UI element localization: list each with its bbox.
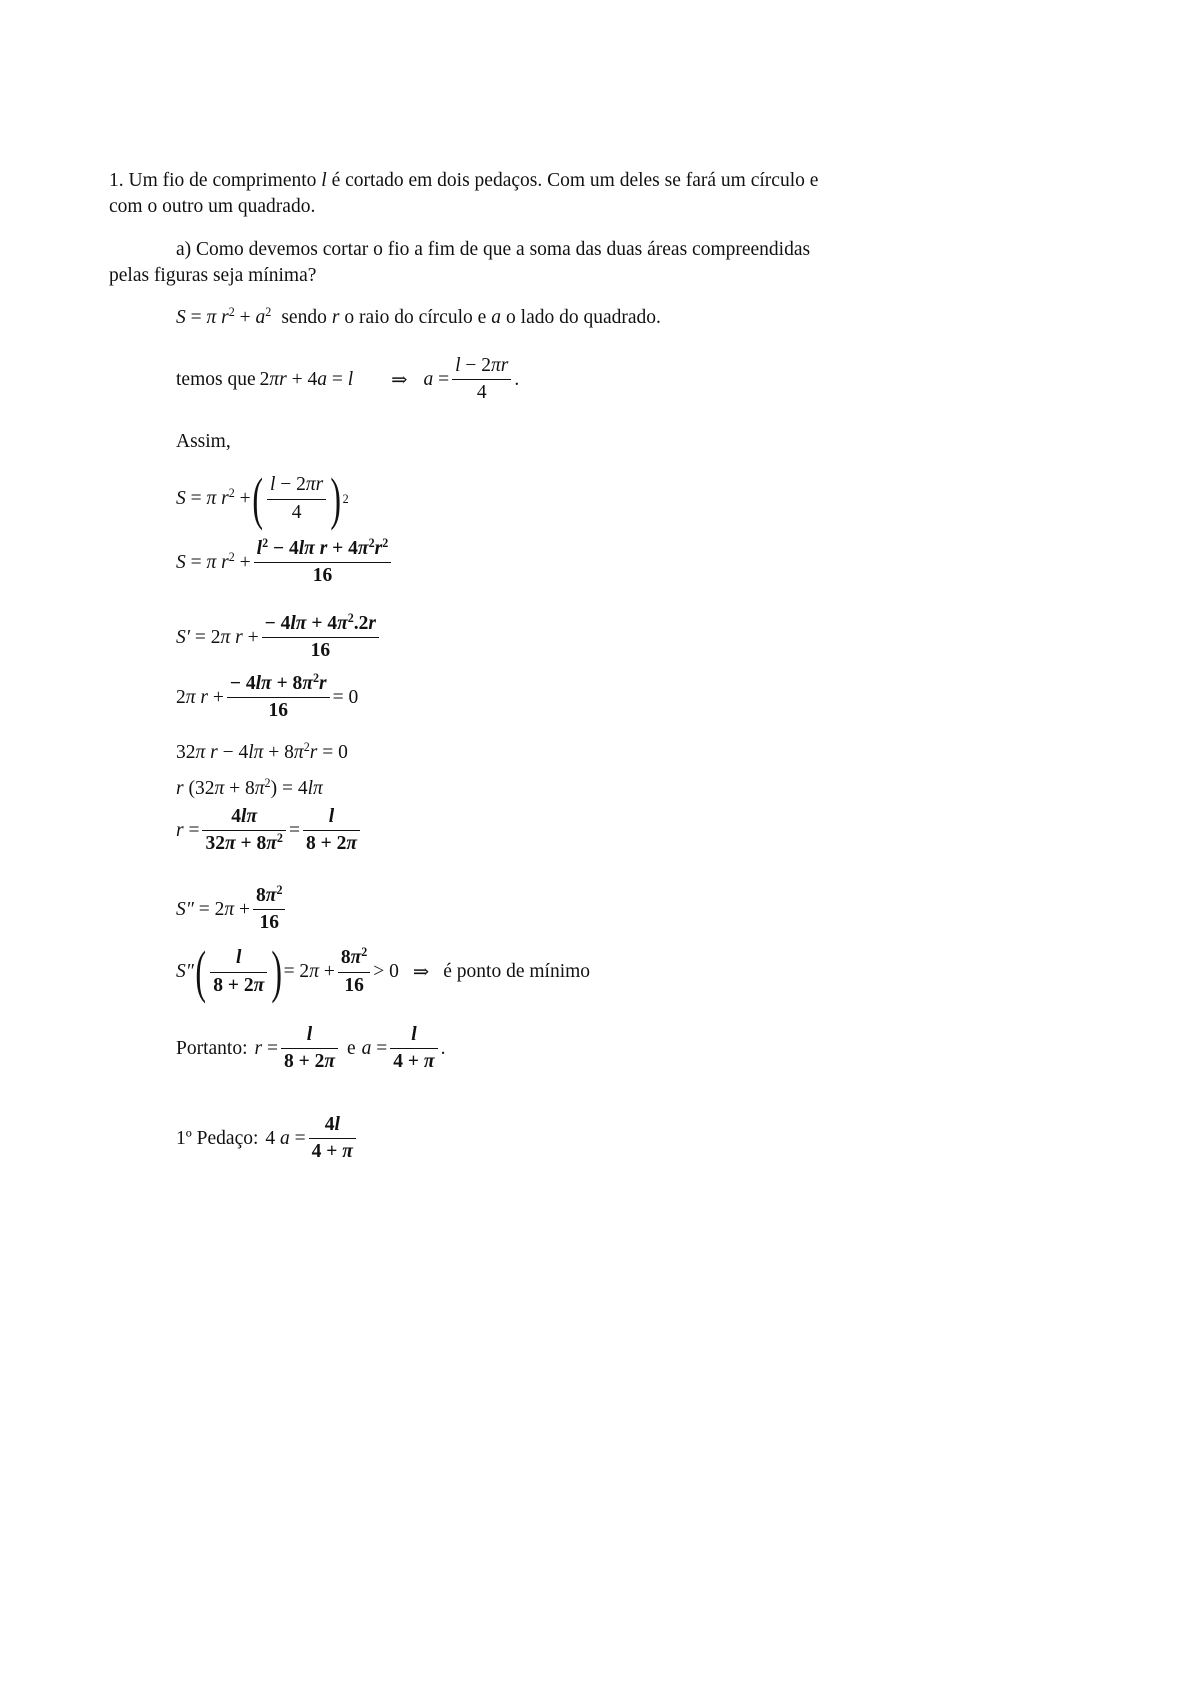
problem-line-1	[109, 171, 818, 191]
problem-line-2: com o outro um quadrado.	[109, 196, 316, 217]
area-text: sendo	[281, 307, 327, 328]
formula-area: S = π $r^2 + a^2$	[176, 304, 272, 328]
equation-derivative-zero: 2π r + $\frac{- 4l\pi + 8\pi^2r}{16}$ = 0	[176, 670, 359, 722]
first-piece: 1º Pedaço: 4 a = $\frac{4l}{4 + \pi}$	[176, 1115, 359, 1163]
formula-perimeter: 2πr + 4a = l	[259, 368, 354, 390]
equation-s-substituted: S = π $r^2$ + ( $\frac{l - 2\pi r}{4}$ ) 2	[176, 466, 349, 531]
equation-multiplied: 32π $r - 4l\pi + 8\pi^2r = 0$	[176, 739, 348, 763]
equation-s-expanded: S = π $r^2$ + $\frac{l^2 - 4l\pi r + 4\pi^2r^2}{16}$	[176, 539, 394, 587]
implies-symbol: ⇒	[391, 369, 408, 391]
temos-que-text: temos que	[176, 368, 256, 390]
portanto-label: Portanto:	[176, 1037, 248, 1059]
problem-variable-l: l	[321, 170, 327, 191]
variable-r: r	[331, 307, 340, 328]
problem-text: Um fio de comprimento	[128, 170, 317, 191]
conclusion: Portanto: r = $\frac{l}{8 + 2\pi}$ e a = $\frac{l}{4 + \pi}$ .	[176, 1024, 446, 1073]
problem-number: 1.	[109, 170, 124, 191]
minimum-text: é ponto de mínimo	[443, 961, 591, 982]
perimeter-equation: temos que 2πr + 4a = l ⇒ a = $\frac{l - 2\pi r}{4}$ .	[176, 355, 520, 404]
assim-text: Assim,	[176, 431, 231, 452]
area-text: o raio do círculo e	[344, 307, 487, 328]
area-text: o lado do quadrado.	[506, 307, 661, 328]
equation-factored: r $(32\pi + 8\pi^2) = 4l\pi$	[176, 775, 323, 799]
conjunction-e: e	[347, 1037, 356, 1059]
equation-second-derivative: S″ = 2π + $\frac{8\pi^2}{16}$	[176, 886, 288, 934]
equation-r-solution: r = $\frac{4l\pi}{32\pi + 8\pi^2}$ = $\frac{l}{8 + 2\pi}$	[176, 807, 363, 855]
pedaco-label: 1º Pedaço:	[176, 1127, 259, 1149]
variable-a: a	[491, 307, 502, 328]
part-a-line-2: pelas figuras seja mínima?	[109, 265, 317, 286]
fraction-a: $\frac{l - 2\pi r}{4}$	[452, 356, 511, 404]
part-a-line-1: a) Como devemos cortar o fio a fim de que a soma das duas áreas compreendidas	[176, 239, 811, 260]
formula-a: a =	[423, 368, 450, 390]
problem-text: é cortado em dois pedaços. Com um deles se fará um círculo e	[331, 170, 819, 191]
area-definition	[176, 304, 661, 329]
equation-minimum-test: S″ ( $\frac{l}{8 + 2\pi}$ ) = 2π + $\frac{8\pi^2}{16}$ > 0 ⇒ é ponto de mínimo	[176, 939, 591, 1004]
equation-first-derivative: S′ = 2π r + $\frac{- 4l\pi + 4\pi^2.2r}{16}$	[176, 614, 382, 662]
implies-symbol: ⇒	[412, 962, 430, 983]
